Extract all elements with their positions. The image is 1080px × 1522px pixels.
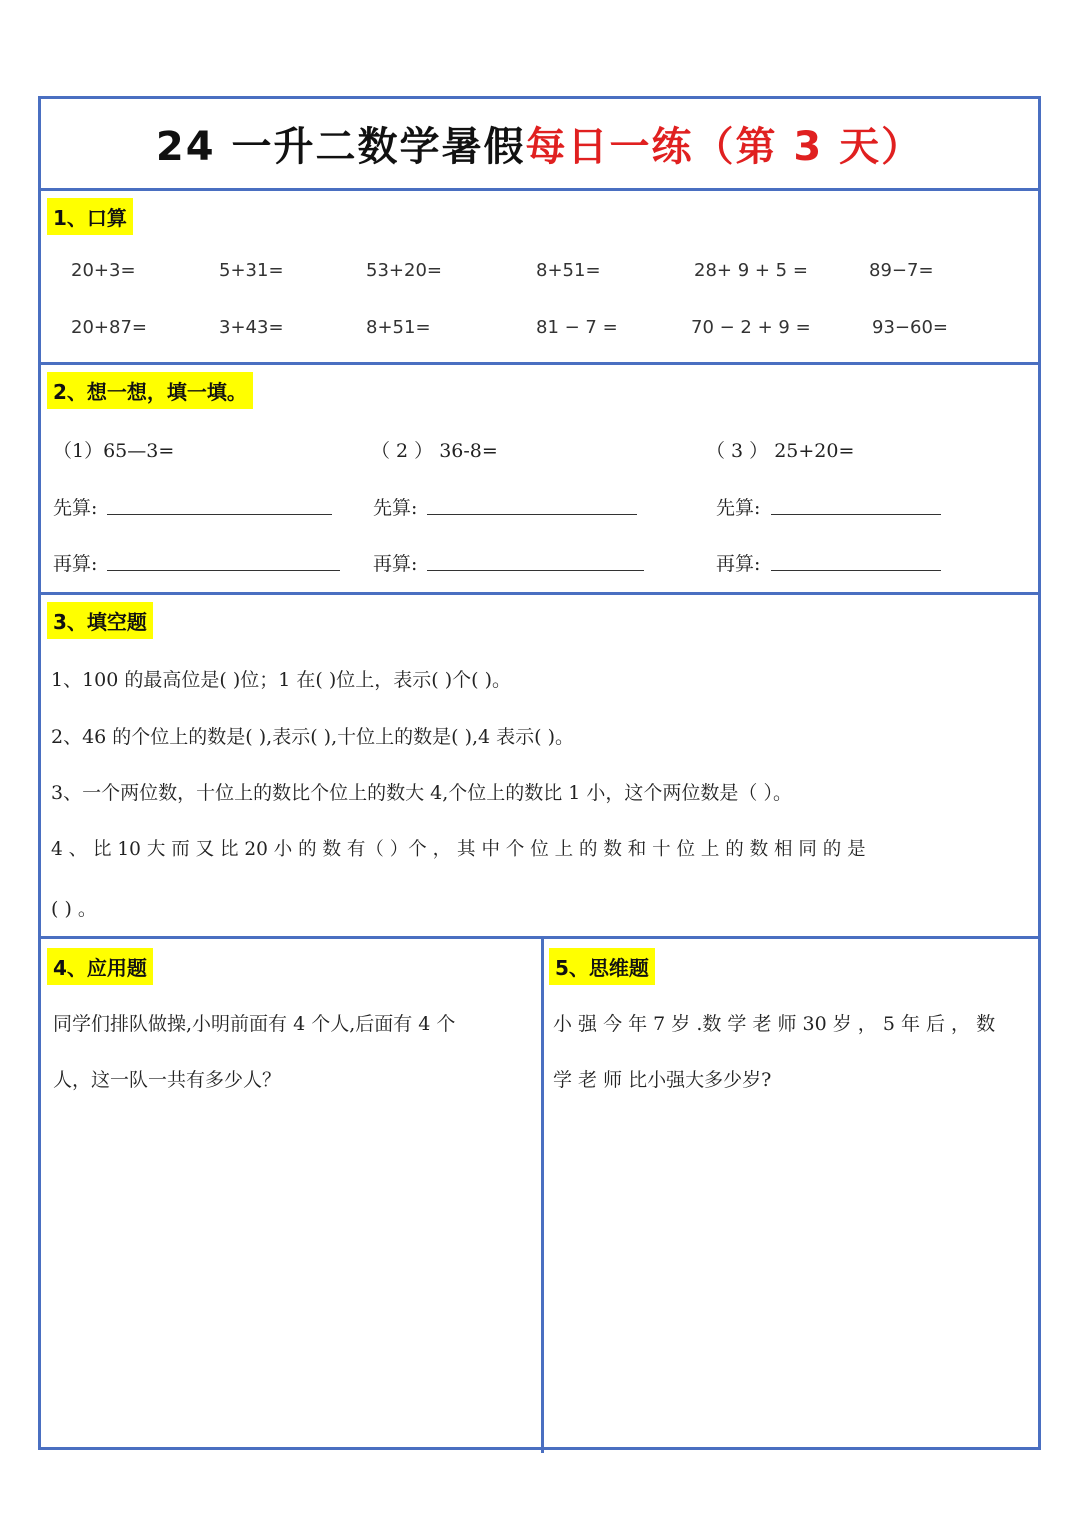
calc-item: 20+87= — [71, 317, 147, 338]
section-label: 3、填空题 — [47, 602, 153, 639]
first-step-label: 先算: — [716, 497, 761, 519]
problem-2: （ 2 ） 36-8= — [371, 440, 498, 462]
section-label: 2、想一想，填一填。 — [47, 372, 253, 409]
answer-line[interactable] — [107, 570, 340, 571]
calc-item: 93−60= — [872, 317, 948, 338]
answer-line[interactable] — [427, 570, 644, 571]
section-label: 1、口算 — [47, 198, 133, 235]
thinking-problem-line: 小 强 今 年 7 岁 .数 学 老 师 30 岁 ， 5 年 后 ， 数 — [553, 1013, 996, 1035]
calc-item: 20+3= — [71, 260, 136, 281]
thinking-problem — [553, 996, 1033, 1108]
section-mental-math — [41, 188, 1038, 365]
second-step-label: 再算: — [373, 553, 418, 575]
worksheet — [38, 96, 1041, 1450]
question-3: 3、一个两位数，十位上的数比个位上的数大 4,个位上的数比 1 小，这个两位数是（ ）。 — [51, 782, 792, 804]
section-fill-blank — [41, 592, 1038, 939]
applied-problem-line: 同学们排队做操,小明前面有 4 个人,后面有 4 个 — [53, 1013, 456, 1035]
column-divider — [541, 936, 544, 1453]
answer-line[interactable] — [771, 570, 941, 571]
question-4-line1: 4 、 比 10 大 而 又 比 20 小 的 数 有（ ）个 ， 其 中 个 位 上 的 数 和 十 位 上 的 数 相 同 的 是 — [51, 839, 866, 860]
first-step-label: 先算: — [53, 497, 98, 519]
applied-problem-line: 人，这一队一共有多少人？ — [53, 1069, 282, 1091]
question-1: 1、100 的最高位是( )位；1 在( )位上，表示( )个( )。 — [51, 669, 511, 691]
section-label-thinking: 5、思维题 — [549, 948, 655, 985]
question-4-line2: ( ) 。 — [51, 898, 97, 920]
answer-line[interactable] — [771, 514, 941, 515]
page-title — [156, 115, 923, 172]
calc-item: 28+ 9 + 5 = — [694, 260, 808, 281]
question-2: 2、46 的个位上的数是( ),表示( ),十位上的数是( ),4 表示( )。 — [51, 726, 575, 748]
first-step-label: 先算: — [373, 497, 418, 519]
section-label-applied: 4、应用题 — [47, 948, 153, 985]
problem-1: （1）65—3= — [53, 440, 175, 462]
calc-item: 8+51= — [536, 260, 601, 281]
applied-problem — [53, 996, 533, 1108]
answer-line[interactable] — [107, 514, 332, 515]
calc-item: 70 − 2 + 9 = — [691, 317, 811, 338]
calc-item: 8+51= — [366, 317, 431, 338]
section-think-fill — [41, 362, 1038, 595]
calc-item: 89−7= — [869, 260, 934, 281]
calc-item: 81 − 7 = — [536, 317, 618, 338]
second-step-label: 再算: — [716, 553, 761, 575]
title-row — [41, 99, 1038, 191]
calc-item: 5+31= — [219, 260, 284, 281]
thinking-problem-line: 学 老 师 比小强大多少岁? — [553, 1069, 772, 1091]
problem-3: （ 3 ） 25+20= — [706, 440, 855, 462]
answer-line[interactable] — [427, 514, 637, 515]
title-highlight: 每日一练（第 3 天） — [525, 124, 924, 170]
second-step-label: 再算: — [53, 553, 98, 575]
calc-item: 53+20= — [366, 260, 442, 281]
title-prefix: 24 一升二数学暑假 — [155, 124, 526, 170]
section-word-problems — [41, 936, 1038, 1453]
calc-item: 3+43= — [219, 317, 284, 338]
